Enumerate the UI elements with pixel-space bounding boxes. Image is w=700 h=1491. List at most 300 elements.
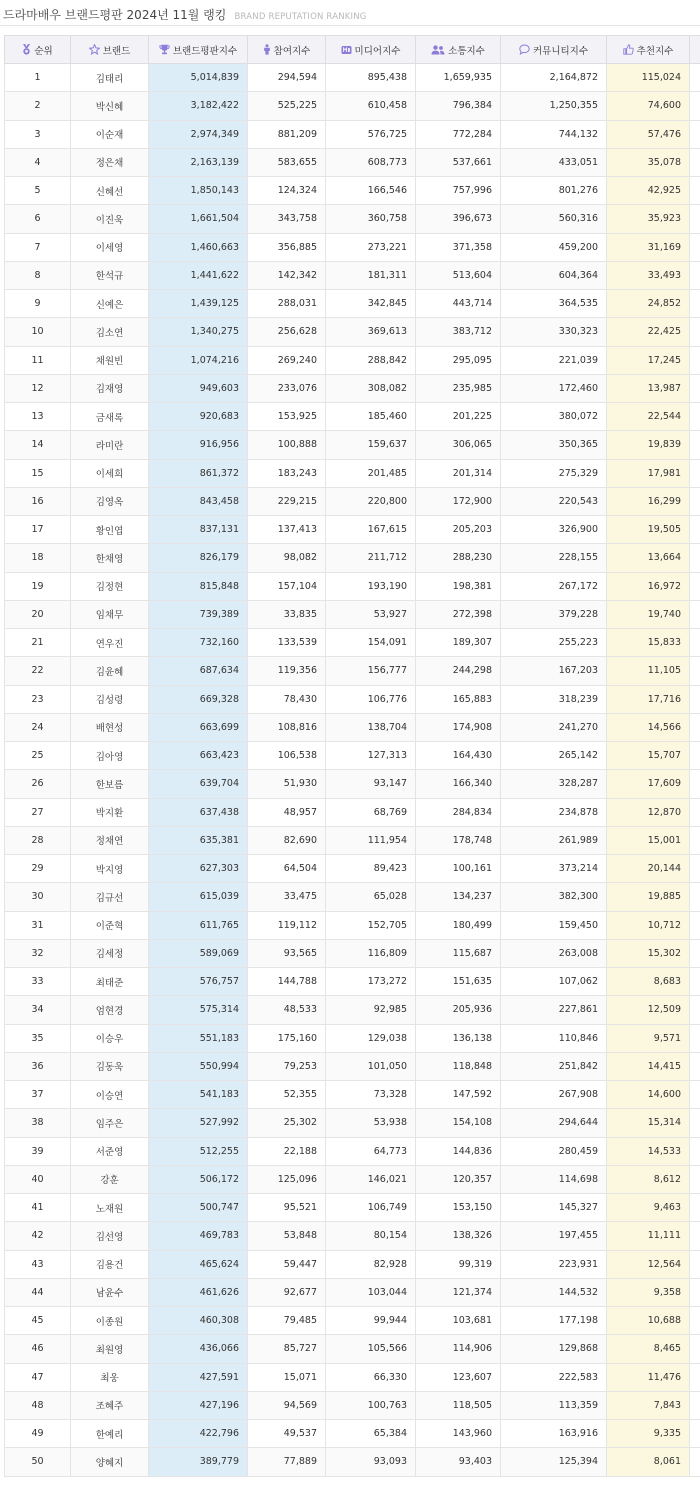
row-spacer-cell	[690, 64, 700, 92]
column-header-brand[interactable]	[71, 36, 149, 64]
community-cell: 433,051	[501, 148, 607, 176]
recommend-cell: 16,299	[607, 487, 690, 515]
community-cell: 220,543	[501, 487, 607, 515]
communication-cell: 201,314	[416, 459, 501, 487]
rank-cell: 21	[5, 629, 71, 657]
row-spacer-cell	[690, 148, 700, 176]
brand-name-cell: 정채연	[71, 826, 149, 854]
community-cell: 364,535	[501, 290, 607, 318]
rank-cell: 27	[5, 798, 71, 826]
participation-cell: 137,413	[248, 516, 326, 544]
community-cell: 107,062	[501, 968, 607, 996]
media-cell: 106,776	[326, 685, 416, 713]
media-cell: 101,050	[326, 1052, 416, 1080]
communication-cell: 180,499	[416, 911, 501, 939]
brand-index-cell: 461,626	[149, 1278, 248, 1306]
media-cell: 185,460	[326, 403, 416, 431]
brand-index-cell: 460,308	[149, 1307, 248, 1335]
community-cell: 604,364	[501, 261, 607, 289]
column-header-label: 참여지수	[273, 45, 311, 57]
brand-name-cell: 김성령	[71, 685, 149, 713]
brand-index-cell: 5,014,839	[149, 64, 248, 92]
participation-cell: 125,096	[248, 1165, 326, 1193]
media-cell: 100,763	[326, 1391, 416, 1419]
table-row	[5, 826, 700, 854]
brand-index-cell: 611,765	[149, 911, 248, 939]
brand-name-cell: 김아영	[71, 742, 149, 770]
recommend-cell: 19,885	[607, 883, 690, 911]
brand-index-cell: 635,381	[149, 826, 248, 854]
column-header-brand-index[interactable]	[149, 36, 248, 64]
row-spacer-cell	[690, 516, 700, 544]
communication-cell: 136,138	[416, 1024, 501, 1052]
media-cell: 159,637	[326, 431, 416, 459]
rank-cell: 36	[5, 1052, 71, 1080]
rank-cell: 12	[5, 374, 71, 402]
participation-cell: 106,538	[248, 742, 326, 770]
table-row	[5, 374, 700, 402]
rank-cell: 1	[5, 64, 71, 92]
media-cell: 111,954	[326, 826, 416, 854]
recommend-cell: 74,600	[607, 92, 690, 120]
community-cell: 144,532	[501, 1278, 607, 1306]
rank-cell: 13	[5, 403, 71, 431]
participation-cell: 183,243	[248, 459, 326, 487]
recommend-cell: 17,245	[607, 346, 690, 374]
media-cell: 342,845	[326, 290, 416, 318]
table-row	[5, 120, 700, 148]
rank-cell: 14	[5, 431, 71, 459]
table-row	[5, 1024, 700, 1052]
table-row	[5, 544, 700, 572]
community-cell: 241,270	[501, 713, 607, 741]
community-cell: 744,132	[501, 120, 607, 148]
media-cell: 167,615	[326, 516, 416, 544]
communication-cell: 123,607	[416, 1363, 501, 1391]
brand-index-cell: 627,303	[149, 855, 248, 883]
row-spacer-cell	[690, 1052, 700, 1080]
media-cell: 152,705	[326, 911, 416, 939]
table-row	[5, 261, 700, 289]
participation-cell: 142,342	[248, 261, 326, 289]
media-cell: 53,927	[326, 600, 416, 628]
rank-cell: 40	[5, 1165, 71, 1193]
rank-cell: 29	[5, 855, 71, 883]
community-cell: 328,287	[501, 770, 607, 798]
brand-name-cell: 금새록	[71, 403, 149, 431]
community-cell: 265,142	[501, 742, 607, 770]
media-cell: 116,809	[326, 939, 416, 967]
column-header-recommend[interactable]	[607, 36, 690, 64]
community-cell: 275,329	[501, 459, 607, 487]
media-cell: 308,082	[326, 374, 416, 402]
row-spacer-cell	[690, 798, 700, 826]
rank-cell: 30	[5, 883, 71, 911]
participation-cell: 124,324	[248, 177, 326, 205]
communication-cell: 138,326	[416, 1222, 501, 1250]
participation-cell: 53,848	[248, 1222, 326, 1250]
rank-cell: 41	[5, 1194, 71, 1222]
community-cell: 145,327	[501, 1194, 607, 1222]
communication-cell: 178,748	[416, 826, 501, 854]
column-header-communication[interactable]	[416, 36, 501, 64]
page-subtitle: BRAND REPUTATION RANKING	[234, 12, 367, 22]
communication-cell: 288,230	[416, 544, 501, 572]
media-cell: 360,758	[326, 205, 416, 233]
recommend-cell: 42,925	[607, 177, 690, 205]
row-spacer-cell	[690, 939, 700, 967]
rank-cell: 5	[5, 177, 71, 205]
media-cell: 80,154	[326, 1222, 416, 1250]
participation-cell: 15,071	[248, 1363, 326, 1391]
brand-index-cell: 663,699	[149, 713, 248, 741]
brand-index-cell: 949,603	[149, 374, 248, 402]
brand-name-cell: 김영옥	[71, 487, 149, 515]
row-spacer-cell	[690, 1420, 700, 1448]
brand-name-cell: 김동욱	[71, 1052, 149, 1080]
rank-cell: 15	[5, 459, 71, 487]
recommend-cell: 8,465	[607, 1335, 690, 1363]
participation-cell: 95,521	[248, 1194, 326, 1222]
row-spacer-cell	[690, 1335, 700, 1363]
community-cell: 113,359	[501, 1391, 607, 1419]
brand-name-cell: 김정현	[71, 572, 149, 600]
participation-cell: 119,356	[248, 657, 326, 685]
rank-cell: 45	[5, 1307, 71, 1335]
community-cell: 801,276	[501, 177, 607, 205]
table-row	[5, 431, 700, 459]
communication-cell: 93,403	[416, 1448, 501, 1476]
brand-name-cell: 신예은	[71, 290, 149, 318]
community-cell: 373,214	[501, 855, 607, 883]
recommend-cell: 20,144	[607, 855, 690, 883]
medal-icon	[22, 44, 31, 55]
participation-cell: 525,225	[248, 92, 326, 120]
recommend-cell: 22,544	[607, 403, 690, 431]
recommend-cell: 9,463	[607, 1194, 690, 1222]
column-header-label: 커뮤니티지수	[532, 45, 589, 57]
media-cell: 610,458	[326, 92, 416, 120]
brand-name-cell: 연우진	[71, 629, 149, 657]
brand-index-cell: 639,704	[149, 770, 248, 798]
communication-cell: 284,834	[416, 798, 501, 826]
rank-cell: 17	[5, 516, 71, 544]
rank-cell: 39	[5, 1137, 71, 1165]
recommend-cell: 10,712	[607, 911, 690, 939]
brand-index-cell: 1,661,504	[149, 205, 248, 233]
participation-cell: 79,485	[248, 1307, 326, 1335]
brand-name-cell: 김용건	[71, 1250, 149, 1278]
recommend-cell: 14,533	[607, 1137, 690, 1165]
rank-cell: 11	[5, 346, 71, 374]
media-cell: 93,093	[326, 1448, 416, 1476]
recommend-cell: 15,314	[607, 1109, 690, 1137]
rank-cell: 49	[5, 1420, 71, 1448]
rank-cell: 35	[5, 1024, 71, 1052]
row-spacer-cell	[690, 883, 700, 911]
brand-name-cell: 정은채	[71, 148, 149, 176]
brand-name-cell: 김규선	[71, 883, 149, 911]
media-cell: 53,938	[326, 1109, 416, 1137]
ranking-table-container	[4, 35, 700, 1477]
communication-cell: 205,936	[416, 996, 501, 1024]
comment-icon	[519, 44, 530, 55]
row-spacer-cell	[690, 1391, 700, 1419]
column-header-label: 소통지수	[448, 45, 485, 57]
table-row	[5, 64, 700, 92]
table-row	[5, 572, 700, 600]
community-cell: 267,172	[501, 572, 607, 600]
table-row	[5, 770, 700, 798]
table-row	[5, 1052, 700, 1080]
communication-cell: 143,960	[416, 1420, 501, 1448]
table-row	[5, 657, 700, 685]
brand-name-cell: 김윤혜	[71, 657, 149, 685]
rank-cell: 22	[5, 657, 71, 685]
communication-cell: 443,714	[416, 290, 501, 318]
table-row	[5, 459, 700, 487]
media-cell: 895,438	[326, 64, 416, 92]
brand-name-cell: 신혜선	[71, 177, 149, 205]
row-spacer-cell	[690, 572, 700, 600]
community-cell: 223,931	[501, 1250, 607, 1278]
row-spacer-cell	[690, 742, 700, 770]
media-cell: 156,777	[326, 657, 416, 685]
rank-cell: 37	[5, 1081, 71, 1109]
communication-cell: 205,203	[416, 516, 501, 544]
participation-cell: 33,835	[248, 600, 326, 628]
communication-cell: 772,284	[416, 120, 501, 148]
rank-cell: 25	[5, 742, 71, 770]
media-cell: 92,985	[326, 996, 416, 1024]
brand-name-cell: 이순재	[71, 120, 149, 148]
communication-cell: 244,298	[416, 657, 501, 685]
row-spacer-cell	[690, 1448, 700, 1476]
brand-index-cell: 732,160	[149, 629, 248, 657]
brand-index-cell: 615,039	[149, 883, 248, 911]
brand-name-cell: 이승연	[71, 1081, 149, 1109]
trophy-icon	[159, 44, 170, 55]
brand-name-cell: 노재원	[71, 1194, 149, 1222]
recommend-cell: 10,688	[607, 1307, 690, 1335]
communication-cell: 201,225	[416, 403, 501, 431]
community-cell: 263,008	[501, 939, 607, 967]
brand-name-cell: 박신혜	[71, 92, 149, 120]
table-row	[5, 92, 700, 120]
media-cell: 106,749	[326, 1194, 416, 1222]
community-cell: 294,644	[501, 1109, 607, 1137]
column-header-spacer	[690, 36, 700, 64]
column-header-community[interactable]	[501, 36, 607, 64]
table-row	[5, 968, 700, 996]
row-spacer-cell	[690, 459, 700, 487]
participation-cell: 94,569	[248, 1391, 326, 1419]
recommend-cell: 22,425	[607, 318, 690, 346]
communication-cell: 189,307	[416, 629, 501, 657]
brand-name-cell: 김태리	[71, 64, 149, 92]
row-spacer-cell	[690, 403, 700, 431]
media-cell: 99,944	[326, 1307, 416, 1335]
media-cell: 66,330	[326, 1363, 416, 1391]
table-row	[5, 1278, 700, 1306]
participation-cell: 82,690	[248, 826, 326, 854]
brand-index-cell: 1,439,125	[149, 290, 248, 318]
row-spacer-cell	[690, 1278, 700, 1306]
brand-index-cell: 551,183	[149, 1024, 248, 1052]
brand-index-cell: 589,069	[149, 939, 248, 967]
participation-cell: 78,430	[248, 685, 326, 713]
brand-name-cell: 배현성	[71, 713, 149, 741]
participation-cell: 64,504	[248, 855, 326, 883]
table-row	[5, 600, 700, 628]
participation-cell: 85,727	[248, 1335, 326, 1363]
recommend-cell: 7,843	[607, 1391, 690, 1419]
communication-cell: 295,095	[416, 346, 501, 374]
brand-index-cell: 512,255	[149, 1137, 248, 1165]
media-cell: 65,028	[326, 883, 416, 911]
participation-cell: 48,957	[248, 798, 326, 826]
rank-cell: 18	[5, 544, 71, 572]
participation-cell: 59,447	[248, 1250, 326, 1278]
rank-cell: 24	[5, 713, 71, 741]
column-header-participation[interactable]	[248, 36, 326, 64]
brand-index-cell: 469,783	[149, 1222, 248, 1250]
recommend-cell: 33,493	[607, 261, 690, 289]
community-cell: 255,223	[501, 629, 607, 657]
page-title: 드라마배우 브랜드평판 2024년 11월 랭킹	[3, 8, 227, 22]
table-row	[5, 403, 700, 431]
table-row	[5, 1222, 700, 1250]
community-cell: 159,450	[501, 911, 607, 939]
communication-cell: 235,985	[416, 374, 501, 402]
row-spacer-cell	[690, 1137, 700, 1165]
table-row	[5, 346, 700, 374]
row-spacer-cell	[690, 318, 700, 346]
rank-cell: 8	[5, 261, 71, 289]
brand-index-cell: 669,328	[149, 685, 248, 713]
brand-name-cell: 김선영	[71, 1222, 149, 1250]
participation-cell: 233,076	[248, 374, 326, 402]
brand-index-cell: 2,974,349	[149, 120, 248, 148]
row-spacer-cell	[690, 346, 700, 374]
participation-cell: 288,031	[248, 290, 326, 318]
participation-cell: 52,355	[248, 1081, 326, 1109]
recommend-cell: 14,600	[607, 1081, 690, 1109]
community-cell: 125,394	[501, 1448, 607, 1476]
thumbs-up-icon	[623, 44, 634, 55]
recommend-cell: 12,870	[607, 798, 690, 826]
participation-cell: 175,160	[248, 1024, 326, 1052]
media-cell: 129,038	[326, 1024, 416, 1052]
row-spacer-cell	[690, 770, 700, 798]
table-row	[5, 1420, 700, 1448]
brand-name-cell: 김세정	[71, 939, 149, 967]
rank-cell: 48	[5, 1391, 71, 1419]
participation-cell: 93,565	[248, 939, 326, 967]
recommend-cell: 17,981	[607, 459, 690, 487]
table-row	[5, 177, 700, 205]
row-spacer-cell	[690, 911, 700, 939]
participation-cell: 22,188	[248, 1137, 326, 1165]
recommend-cell: 16,972	[607, 572, 690, 600]
person-icon	[263, 44, 271, 55]
table-body	[5, 64, 700, 1477]
community-cell: 318,239	[501, 685, 607, 713]
media-cell: 193,190	[326, 572, 416, 600]
brand-name-cell: 양혜지	[71, 1448, 149, 1476]
table-row	[5, 939, 700, 967]
media-cell: 201,485	[326, 459, 416, 487]
rank-cell: 3	[5, 120, 71, 148]
communication-cell: 153,150	[416, 1194, 501, 1222]
table-row	[5, 1363, 700, 1391]
participation-cell: 583,655	[248, 148, 326, 176]
participation-cell: 119,112	[248, 911, 326, 939]
recommend-cell: 9,571	[607, 1024, 690, 1052]
participation-cell: 157,104	[248, 572, 326, 600]
brand-index-cell: 837,131	[149, 516, 248, 544]
row-spacer-cell	[690, 713, 700, 741]
rank-cell: 38	[5, 1109, 71, 1137]
participation-cell: 294,594	[248, 64, 326, 92]
participation-cell: 33,475	[248, 883, 326, 911]
brand-index-cell: 663,423	[149, 742, 248, 770]
column-header-media[interactable]	[326, 36, 416, 64]
media-icon	[341, 45, 352, 55]
communication-cell: 306,065	[416, 431, 501, 459]
communication-cell: 1,659,935	[416, 64, 501, 92]
table-row	[5, 1335, 700, 1363]
communication-cell: 198,381	[416, 572, 501, 600]
communication-cell: 121,374	[416, 1278, 501, 1306]
rank-cell: 46	[5, 1335, 71, 1363]
brand-index-cell: 843,458	[149, 487, 248, 515]
recommend-cell: 8,061	[607, 1448, 690, 1476]
brand-index-cell: 1,340,275	[149, 318, 248, 346]
brand-index-cell: 815,848	[149, 572, 248, 600]
recommend-cell: 115,024	[607, 64, 690, 92]
ranking-table	[4, 35, 700, 1477]
column-header-rank[interactable]	[5, 36, 71, 64]
communication-cell: 796,384	[416, 92, 501, 120]
brand-name-cell: 이세영	[71, 233, 149, 261]
brand-index-cell: 2,163,139	[149, 148, 248, 176]
rank-cell: 32	[5, 939, 71, 967]
recommend-cell: 31,169	[607, 233, 690, 261]
brand-name-cell: 서준영	[71, 1137, 149, 1165]
row-spacer-cell	[690, 629, 700, 657]
rank-cell: 20	[5, 600, 71, 628]
brand-name-cell: 한예리	[71, 1420, 149, 1448]
participation-cell: 881,209	[248, 120, 326, 148]
table-row	[5, 855, 700, 883]
recommend-cell: 35,078	[607, 148, 690, 176]
brand-index-cell: 550,994	[149, 1052, 248, 1080]
media-cell: 166,546	[326, 177, 416, 205]
brand-name-cell: 강훈	[71, 1165, 149, 1193]
table-row	[5, 798, 700, 826]
media-cell: 127,313	[326, 742, 416, 770]
brand-name-cell: 김소연	[71, 318, 149, 346]
recommend-cell: 15,302	[607, 939, 690, 967]
row-spacer-cell	[690, 657, 700, 685]
community-cell: 114,698	[501, 1165, 607, 1193]
table-row	[5, 205, 700, 233]
community-cell: 167,203	[501, 657, 607, 685]
row-spacer-cell	[690, 487, 700, 515]
participation-cell: 256,628	[248, 318, 326, 346]
table-row	[5, 883, 700, 911]
